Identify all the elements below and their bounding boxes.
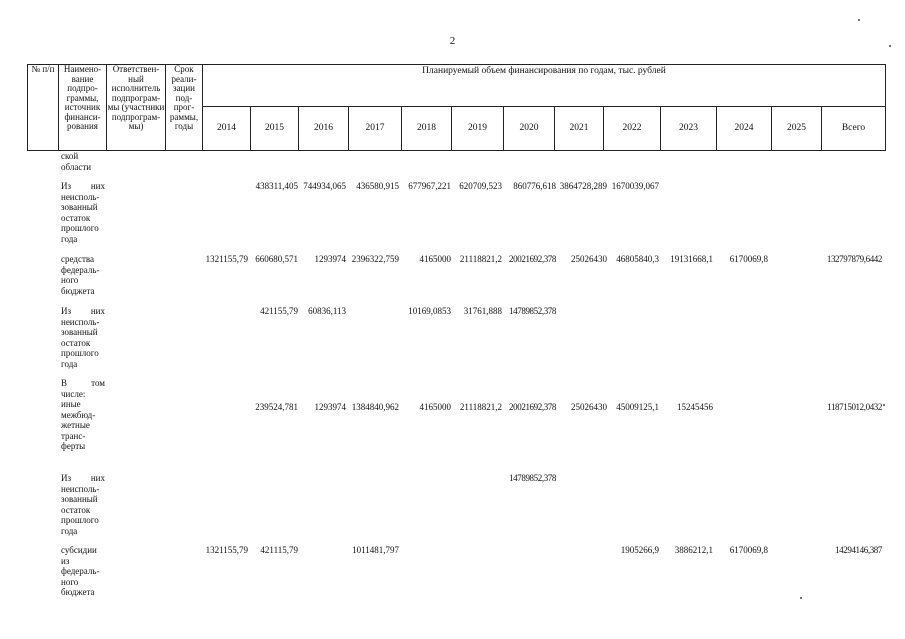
row-label-unused-balance: Из них неисполь-зованный остаток прошлого года	[61, 306, 105, 369]
col-term-header: Срок реали-зации под-прог-раммы, годы	[166, 65, 203, 151]
table-cell-value: 6170069,8	[729, 254, 768, 264]
table-cell-value: 25026430	[571, 402, 607, 412]
table-cell-value: 45009125,1	[616, 402, 659, 412]
scan-speck	[889, 45, 891, 47]
table-cell-value: 118715012,0432	[827, 402, 882, 412]
table-cell-value: 4165000	[419, 254, 451, 264]
year-header-0: 2014	[203, 107, 251, 151]
table-cell-value: 2396322,759	[351, 254, 399, 264]
table-cell-value: 1293974	[314, 254, 346, 264]
year-header-4: 2018	[402, 107, 452, 151]
table-cell-value: 660680,571	[255, 254, 298, 264]
table-cell-value: 421115,79	[260, 545, 298, 555]
header-table	[27, 64, 886, 151]
table-cell-value: 1321155,79	[205, 545, 248, 555]
year-header-3: 2017	[349, 107, 402, 151]
table-cell-value: 421155,79	[260, 306, 298, 316]
table-cell-value: 1670039,067	[611, 181, 659, 191]
year-header-9: 2023	[661, 107, 717, 151]
row-label-federal-subsidies: субсидии из федераль-ного бюджета	[61, 545, 100, 597]
year-header-10: 2024	[717, 107, 772, 151]
year-header-6: 2020	[504, 107, 555, 151]
table-cell-value: 6170069,8	[729, 545, 768, 555]
table-cell-value: 1293974	[314, 402, 346, 412]
table-cell-value: 14789852,378	[509, 473, 556, 483]
table-cell-value: 20021692,378	[509, 402, 556, 412]
year-header-5: 2019	[452, 107, 504, 151]
table-cell-value: 21118821,2	[459, 402, 502, 412]
table-cell-value: 31761,888	[463, 306, 502, 316]
row-label-unused-balance: Из них неисполь-зованный остаток прошлого года	[61, 473, 105, 536]
scan-speck	[800, 597, 802, 599]
year-header-11: 2025	[772, 107, 822, 151]
year-header-2: 2016	[299, 107, 349, 151]
scan-speck	[883, 404, 885, 406]
table-cell-value: 436580,915	[356, 181, 399, 191]
table-cell-value: 132797879,6442	[826, 254, 882, 264]
table-cell-value: 1321155,79	[205, 254, 248, 264]
table-cell-value: 15245456	[677, 402, 713, 412]
table-cell-value: 1384840,962	[351, 402, 399, 412]
table-cell-value: 1011481,797	[352, 545, 399, 555]
scan-speck	[858, 19, 860, 21]
table-cell-value: 46805840,3	[616, 254, 659, 264]
table-cell-value: 239524,781	[255, 402, 298, 412]
page-number: 2	[449, 35, 456, 47]
table-cell-value: 60836,113	[308, 306, 346, 316]
table-cell-value: 3864728,289	[559, 181, 607, 191]
table-cell-value: 20021692,378	[509, 254, 556, 264]
table-cell-value: 3886212,1	[674, 545, 713, 555]
table-cell-value: 19131668,1	[670, 254, 713, 264]
table-cell-value: 438311,405	[255, 181, 298, 191]
table-cell-value: 14789852,378	[509, 306, 556, 316]
table-cell-value: 677967,221	[408, 181, 451, 191]
table-cell-value: 4165000	[419, 402, 451, 412]
col-plan-header: Планируемый объем финансирования по годам, тыс. рублей	[203, 65, 886, 107]
year-header-8: 2022	[604, 107, 661, 151]
col-responsible-header: Ответствен-ный исполнитель подпрограм-мы (участники подпрограм-мы)	[107, 65, 166, 151]
year-header-7: 2021	[555, 107, 604, 151]
table-cell-value: 10169,0853	[408, 306, 451, 316]
row-label-region: ской области	[61, 151, 92, 172]
table-cell-value: 21118821,2	[459, 254, 502, 264]
table-cell-value: 860776,618	[513, 181, 556, 191]
col-name-header: Наимено-вание подпро-граммы, источник финанси-рования	[59, 65, 107, 151]
year-header-1: 2015	[251, 107, 299, 151]
row-label-federal-funds: средства федераль-ного бюджета	[61, 254, 100, 296]
table-cell-value: 25026430	[571, 254, 607, 264]
table-cell-value: 620709,523	[459, 181, 502, 191]
table-cell-value: 14294146,387	[835, 545, 882, 555]
table-cell-value: 1905266,9	[620, 545, 659, 555]
row-label-interbudget-transfers: В том числе: иные межбюд-жетные транс-ферты	[61, 378, 105, 451]
row-label-unused-balance: Из них неисполь-зованный остаток прошлого года	[61, 181, 105, 244]
year-header-12: Всего	[822, 107, 886, 151]
col-number-header: № п/п	[28, 65, 59, 151]
table-cell-value: 744934,065	[303, 181, 346, 191]
